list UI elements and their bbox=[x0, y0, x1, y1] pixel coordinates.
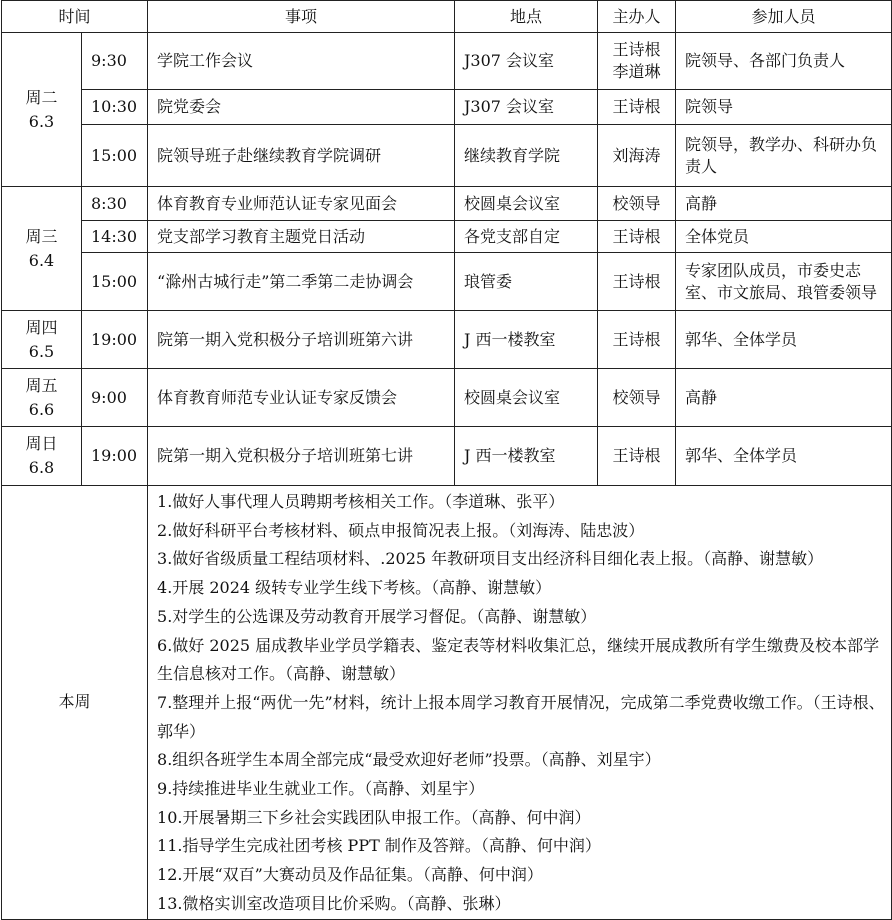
list-item: 7.整理并上报“两优一先”材料，统计上报本周学习教育开展情况，完成第二季党费收缴工作。（王诗根、郭华） bbox=[157, 692, 885, 741]
event-time: 14:30 bbox=[82, 221, 148, 253]
event-host: 刘海涛 bbox=[598, 125, 676, 187]
weekday-label: 周三 bbox=[25, 226, 58, 246]
event-time: 9:30 bbox=[82, 33, 148, 90]
event-attendees: 全体党员 bbox=[676, 221, 892, 253]
event-host: 王诗根 bbox=[598, 427, 676, 486]
event-attendees: 院领导 bbox=[676, 90, 892, 125]
weekday-label: 周二 bbox=[25, 87, 58, 107]
header-time: 时间 bbox=[2, 1, 148, 33]
event-place: J 西一楼教室 bbox=[455, 427, 598, 486]
header-row bbox=[2, 1, 892, 33]
weekday-label: 周五 bbox=[25, 375, 58, 395]
event-attendees: 院领导、各部门负责人 bbox=[676, 33, 892, 90]
event-place: 校圆桌会议室 bbox=[455, 369, 598, 427]
event-time: 19:00 bbox=[82, 427, 148, 486]
table-row bbox=[2, 221, 892, 253]
event-time: 15:00 bbox=[82, 125, 148, 187]
event-host: 校领导 bbox=[598, 187, 676, 221]
event-item: 院第一期入党积极分子培训班第七讲 bbox=[148, 427, 455, 486]
list-item: 5.对学生的公选课及劳动教育开展学习督促。（高静、谢慧敏） bbox=[157, 606, 597, 626]
day-cell bbox=[2, 369, 82, 427]
table-row bbox=[2, 253, 892, 311]
table-row bbox=[2, 90, 892, 125]
event-host: 校领导 bbox=[598, 369, 676, 427]
event-place: J 西一楼教室 bbox=[455, 311, 598, 369]
event-item: 体育教育师范专业认证专家反馈会 bbox=[148, 369, 455, 427]
weekly-schedule-table bbox=[1, 0, 892, 920]
day-cell bbox=[2, 311, 82, 369]
list-item: 6.做好 2025 届成教毕业学员学籍表、鉴定表等材料收集汇总，继续开展成教所有学生缴费及校本部学生信息核对工作。（高静、谢慧敏） bbox=[157, 635, 880, 684]
event-place: 校圆桌会议室 bbox=[455, 187, 598, 221]
week-label: 本周 bbox=[2, 486, 148, 920]
event-host: 王诗根 bbox=[598, 90, 676, 125]
weekday-label: 周四 bbox=[25, 317, 58, 337]
date-label: 6.5 bbox=[28, 341, 55, 361]
list-item: 3.做好省级质量工程结项材料、.2025 年教研项目支出经济科目细化表上报。（高静、谢慧敏） bbox=[157, 549, 824, 569]
list-item: 8.组织各班学生本周全部完成“最受欢迎好老师”投票。（高静、刘星宇） bbox=[157, 750, 661, 770]
weekly-task-list bbox=[148, 486, 892, 920]
event-item: “滁州古城行走”第二季第二走协调会 bbox=[148, 253, 455, 311]
event-place: 各党支部自定 bbox=[455, 221, 598, 253]
event-place: 继续教育学院 bbox=[455, 125, 598, 187]
event-place: J307 会议室 bbox=[455, 90, 598, 125]
event-attendees: 郭华、全体学员 bbox=[676, 427, 892, 486]
table-row bbox=[2, 369, 892, 427]
table-row bbox=[2, 311, 892, 369]
list-item: 2.做好科研平台考核材料、硕点申报简况表上报。（刘海涛、陆忠波） bbox=[157, 520, 645, 540]
event-item: 学院工作会议 bbox=[148, 33, 455, 90]
list-item: 13.微格实训室改造项目比价采购。（高静、张琳） bbox=[157, 893, 511, 913]
event-item: 院第一期入党积极分子培训班第六讲 bbox=[148, 311, 455, 369]
date-label: 6.6 bbox=[28, 399, 55, 419]
day-cell bbox=[2, 427, 82, 486]
weekday-label: 周日 bbox=[25, 434, 58, 453]
list-item: 10.开展暑期三下乡社会实践团队申报工作。（高静、何中润） bbox=[157, 807, 591, 827]
table-row bbox=[2, 125, 892, 187]
event-host: 王诗根 bbox=[598, 221, 676, 253]
header-attendees: 参加人员 bbox=[676, 1, 892, 33]
header-host: 主办人 bbox=[598, 1, 676, 33]
event-attendees: 院领导，教学办、科研办负责人 bbox=[676, 125, 892, 187]
event-attendees: 郭华、全体学员 bbox=[676, 311, 892, 369]
day-cell bbox=[2, 187, 82, 311]
weekly-tasks-row bbox=[2, 486, 892, 920]
list-item: 9.持续推进毕业生就业工作。（高静、刘星宇） bbox=[157, 779, 485, 799]
event-item: 院党委会 bbox=[148, 90, 455, 125]
event-place: J307 会议室 bbox=[455, 33, 598, 90]
event-time: 19:00 bbox=[82, 311, 148, 369]
event-host: 王诗根 bbox=[598, 253, 676, 311]
event-time: 10:30 bbox=[82, 90, 148, 125]
list-item: 4.开展 2024 级转专业学生线下考核。（高静、谢慧敏） bbox=[157, 578, 552, 598]
header-place: 地点 bbox=[455, 1, 598, 33]
event-host: 王诗根 李道琳 bbox=[598, 33, 676, 90]
event-item: 院领导班子赴继续教育学院调研 bbox=[148, 125, 455, 187]
list-item: 12.开展“双百”大赛动员及作品征集。（高静、何中润） bbox=[157, 865, 543, 885]
table-row bbox=[2, 427, 892, 486]
table-row bbox=[2, 187, 892, 221]
list-item: 1.做好人事代理人员聘期考核相关工作。（李道琳、张平） bbox=[157, 492, 565, 511]
event-attendees: 高静 bbox=[676, 369, 892, 427]
event-host: 王诗根 bbox=[598, 311, 676, 369]
date-label: 6.4 bbox=[28, 250, 55, 270]
date-label: 6.3 bbox=[28, 111, 55, 131]
table-row bbox=[2, 33, 892, 90]
event-item: 党支部学习教育主题党日活动 bbox=[148, 221, 455, 253]
event-time: 8:30 bbox=[82, 187, 148, 221]
event-attendees: 高静 bbox=[676, 187, 892, 221]
event-place: 琅管委 bbox=[455, 253, 598, 311]
list-item: 11.指导学生完成社团考核 PPT 制作及答辩。（高静、何中润） bbox=[157, 836, 601, 856]
date-label: 6.8 bbox=[28, 458, 55, 477]
day-cell bbox=[2, 33, 82, 187]
header-item: 事项 bbox=[148, 1, 455, 33]
event-time: 15:00 bbox=[82, 253, 148, 311]
event-time: 9:00 bbox=[82, 369, 148, 427]
event-attendees: 专家团队成员，市委史志室、市文旅局、琅管委领导 bbox=[676, 253, 892, 311]
event-item: 体育教育专业师范认证专家见面会 bbox=[148, 187, 455, 221]
